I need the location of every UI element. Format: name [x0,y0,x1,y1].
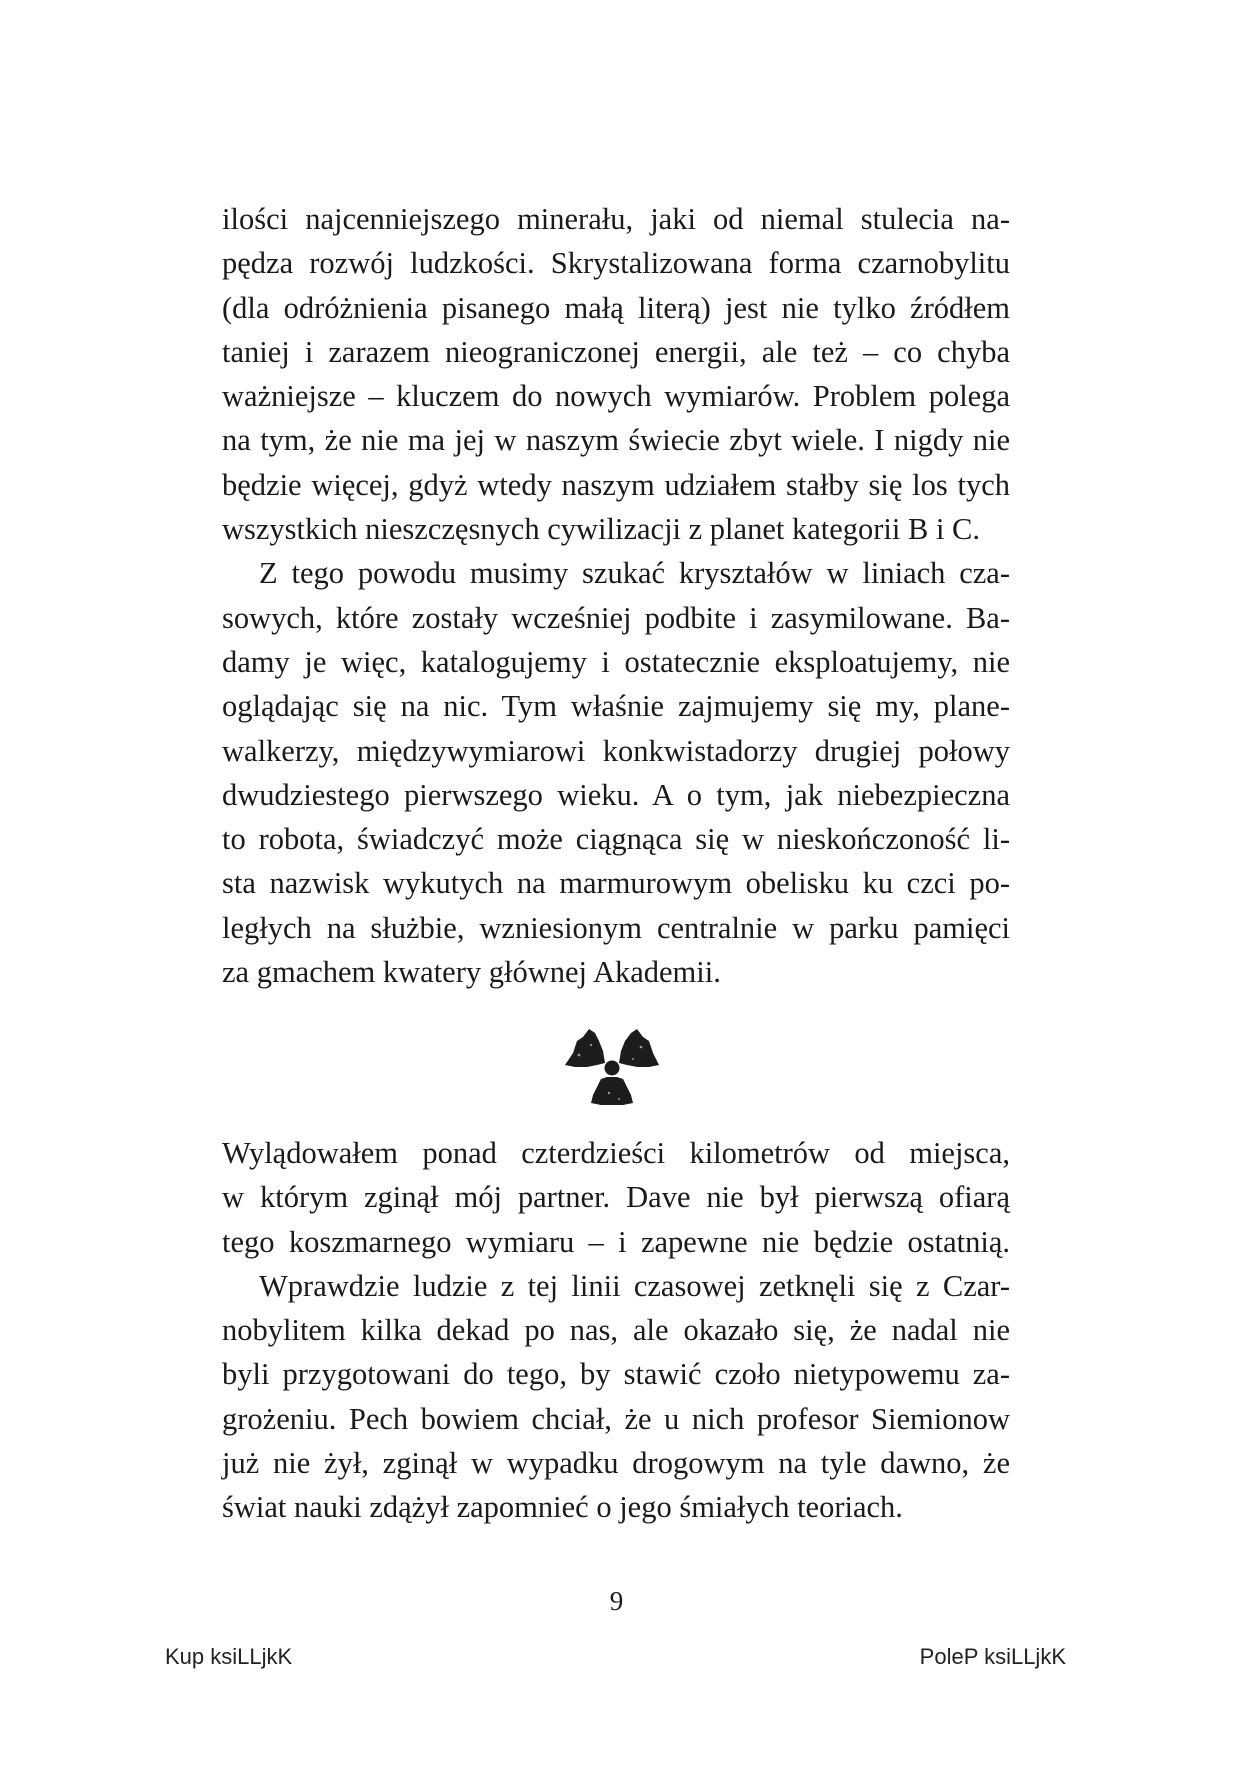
text-line: ważniejsze – kluczem do nowych wymiarów. Problem polega [222,379,1010,414]
text-line: taniej i zarazem nieograniczonej energii, ale też – co chyba [222,334,1010,369]
text-line: ległych na służbie, wzniesionym centralnie w parku pamięci [222,910,1010,945]
text-line: będzie więcej, gdyż wtedy naszym udziałem stałby się los tych [222,467,1010,502]
text-line: grożeniu. Pech bowiem chciał, że u nich profesor Siemionow [222,1401,1010,1436]
text-line: walkerzy, międzywymiarowi konkwistadorzy drugiej połowy [222,733,1010,768]
paragraph-4 [222,1264,1010,1530]
text-section-top [222,197,1010,994]
text-line: w którym zginął mój partner. Dave nie był pierwszą ofiarą [222,1180,1010,1215]
text-line: oglądając się na nic. Tym właśnie zajmujemy się my, plane- [222,689,1010,724]
text-line: tego koszmarnego wymiaru – i zapewne nie będzie ostatnią. [222,1224,1010,1259]
text-line: (dla odróżnienia pisanego małą literą) jest nie tylko źródłem [222,290,1010,325]
buy-book-link[interactable]: Kup ksiLLjkK [165,1644,293,1669]
text-line: Wprawdzie ludzie z tej linii czasowej zetknęli się z Czar- [259,1268,1010,1303]
text-line: Z tego powodu musimy szukać kryształów w liniach cza- [259,556,1010,591]
page-number: 9 [609,1586,624,1616]
paragraph-1 [222,197,1010,551]
text-line: to robota, świadczyć może ciągnąca się w nieskończoność li- [222,822,1010,857]
radiation-trefoil-icon [561,1023,663,1105]
text-line: ilości najcenniejszego minerału, jaki od niemal stulecia na- [222,202,1010,236]
text-line: za gmachem kwatery głównej Akademii. [222,955,721,990]
text-line: Wylądowałem ponad czterdzieści kilometrów od miejsca, [222,1136,1010,1170]
text-line: sta nazwisk wykutych na marmurowym obelisku ku czci po- [222,866,1010,901]
text-line: dwudziestego pierwszego wieku. A o tym, jak niebezpieczna [222,777,1010,812]
text-line: damy je więc, katalogujemy i ostatecznie eksploatujemy, nie [222,644,1010,679]
text-line: wszystkich nieszczęsnych cywilizacji z planet kategorii B i C. [222,512,981,547]
text-line: pędza rozwój ludzkości. Skrystalizowana forma czarnobylitu [222,246,1010,281]
paragraph-3 [222,1131,1010,1264]
text-line: na tym, że nie ma jej w naszym świecie zbyt wiele. I nigdy nie [222,423,1010,458]
text-line: już nie żył, zginął w wypadku drogowym na tyle dawno, że [222,1446,1010,1481]
text-line: sowych, które zostały wcześniej podbite i zasymilowane. Ba- [222,600,1010,635]
text-line: nobylitem kilka dekad po nas, ale okazało się, że nadal nie [222,1313,1010,1348]
paragraph-2 [222,551,1010,994]
text-line: byli przygotowani do tego, by stawić czoło nietypowemu za- [222,1357,1010,1392]
text-section-bottom [222,1131,1010,1530]
text-line: świat nauki zdążył zapomnieć o jego śmiałych teoriach. [222,1490,903,1525]
rate-book-link[interactable]: PoleP ksiLLjkK [919,1644,1066,1669]
